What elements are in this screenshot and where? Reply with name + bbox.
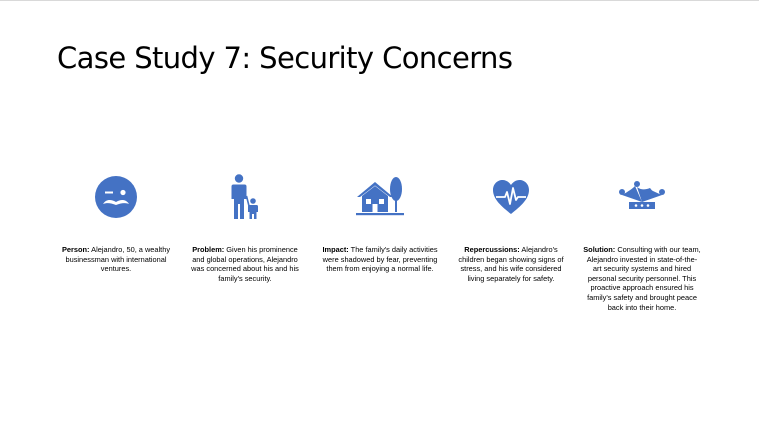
person-column — [57, 171, 175, 274]
repercussions-column — [452, 171, 570, 283]
impact-text — [321, 245, 439, 274]
repercussions-text — [452, 245, 570, 283]
person-text — [57, 245, 175, 274]
solution-column — [583, 171, 701, 312]
face-mustache-icon — [57, 171, 175, 223]
repercussions-description: Alejandro's children began showing signs of stress, and his wife considered living separately for safety. — [458, 245, 564, 283]
person-description: Alejandro, 50, a wealthy businessman with international ventures. — [65, 245, 171, 274]
problem-column — [186, 171, 304, 283]
problem-label: Problem: — [192, 245, 225, 254]
person-label: Person: — [61, 245, 90, 254]
repercussions-label: Repercussions: — [464, 245, 520, 254]
heart-pulse-icon — [452, 171, 570, 223]
problem-text — [186, 245, 304, 283]
solution-description: Consulting with our team, Alejandro invested in state-of-the-art security systems and hired personal security personnel. This proactive approach ensured his family's safety and brought peace back into their home. — [586, 245, 701, 312]
impact-column — [321, 171, 439, 274]
impact-label: Impact: — [322, 245, 349, 254]
problem-description: Given his prominence and global operations, Alejandro was concerned about his and his family's security. — [191, 245, 299, 283]
solution-text — [583, 245, 701, 312]
jester-hat-icon — [583, 171, 701, 223]
impact-description: The family's daily activities were shadowed by fear, preventing them from enjoying a normal life. — [322, 245, 438, 274]
solution-label: Solution: — [583, 245, 616, 254]
parent-child-icon — [186, 171, 304, 223]
house-tree-icon — [321, 171, 439, 223]
slide-title: Case Study 7: Security Concerns — [57, 41, 513, 75]
